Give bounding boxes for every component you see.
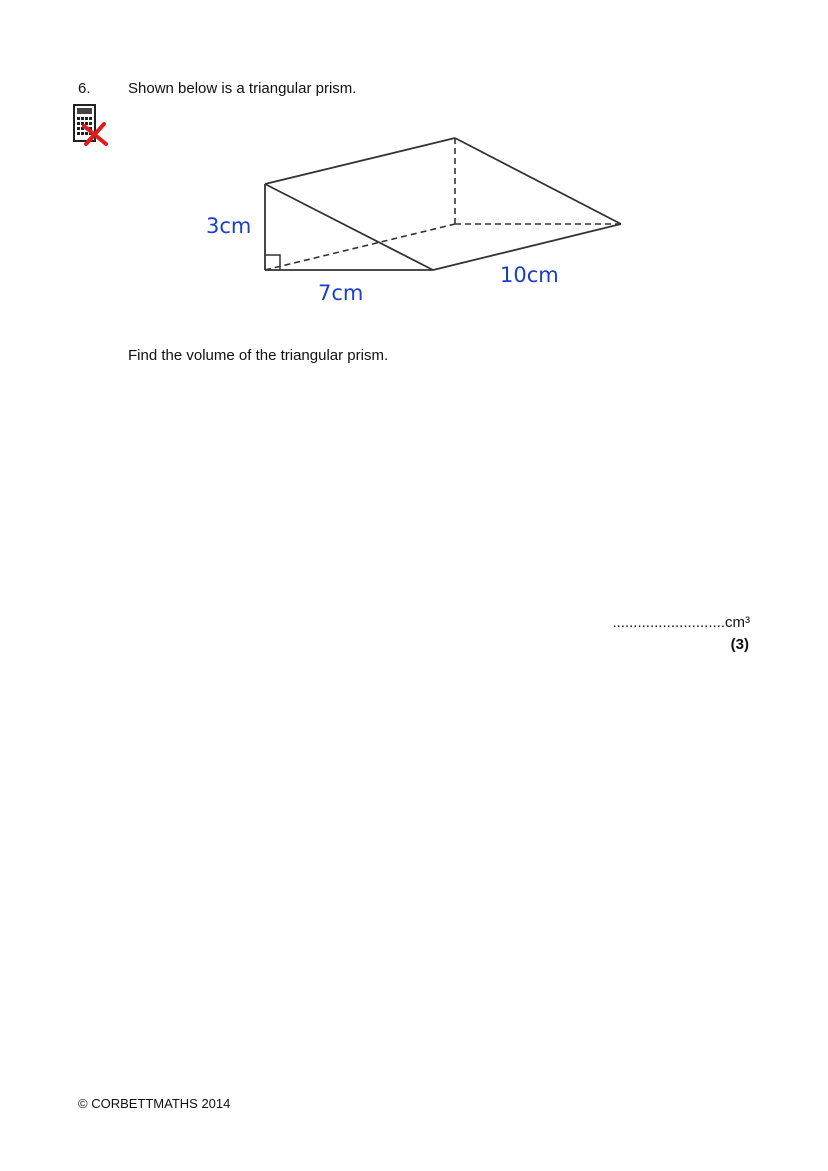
answer-unit: cm³	[725, 614, 750, 631]
visible-edges	[265, 138, 621, 270]
copyright-footer: © CORBETTMATHS 2014	[78, 1096, 231, 1111]
right-angle-marker	[265, 255, 280, 270]
marks-label: (3)	[730, 636, 749, 653]
hidden-edges	[265, 138, 621, 270]
question-number: 6.	[78, 80, 91, 97]
no-calculator-icon	[72, 104, 110, 146]
question-text: Shown below is a triangular prism.	[128, 80, 357, 97]
question-prompt: Find the volume of the triangular prism.	[128, 347, 389, 364]
triangular-prism-diagram	[190, 125, 640, 315]
height-label: 3cm	[206, 214, 252, 238]
base-label: 7cm	[318, 281, 364, 305]
length-label: 10cm	[500, 263, 559, 287]
answer-dots: ...........................	[612, 614, 725, 631]
answer-line[interactable]	[612, 614, 750, 631]
